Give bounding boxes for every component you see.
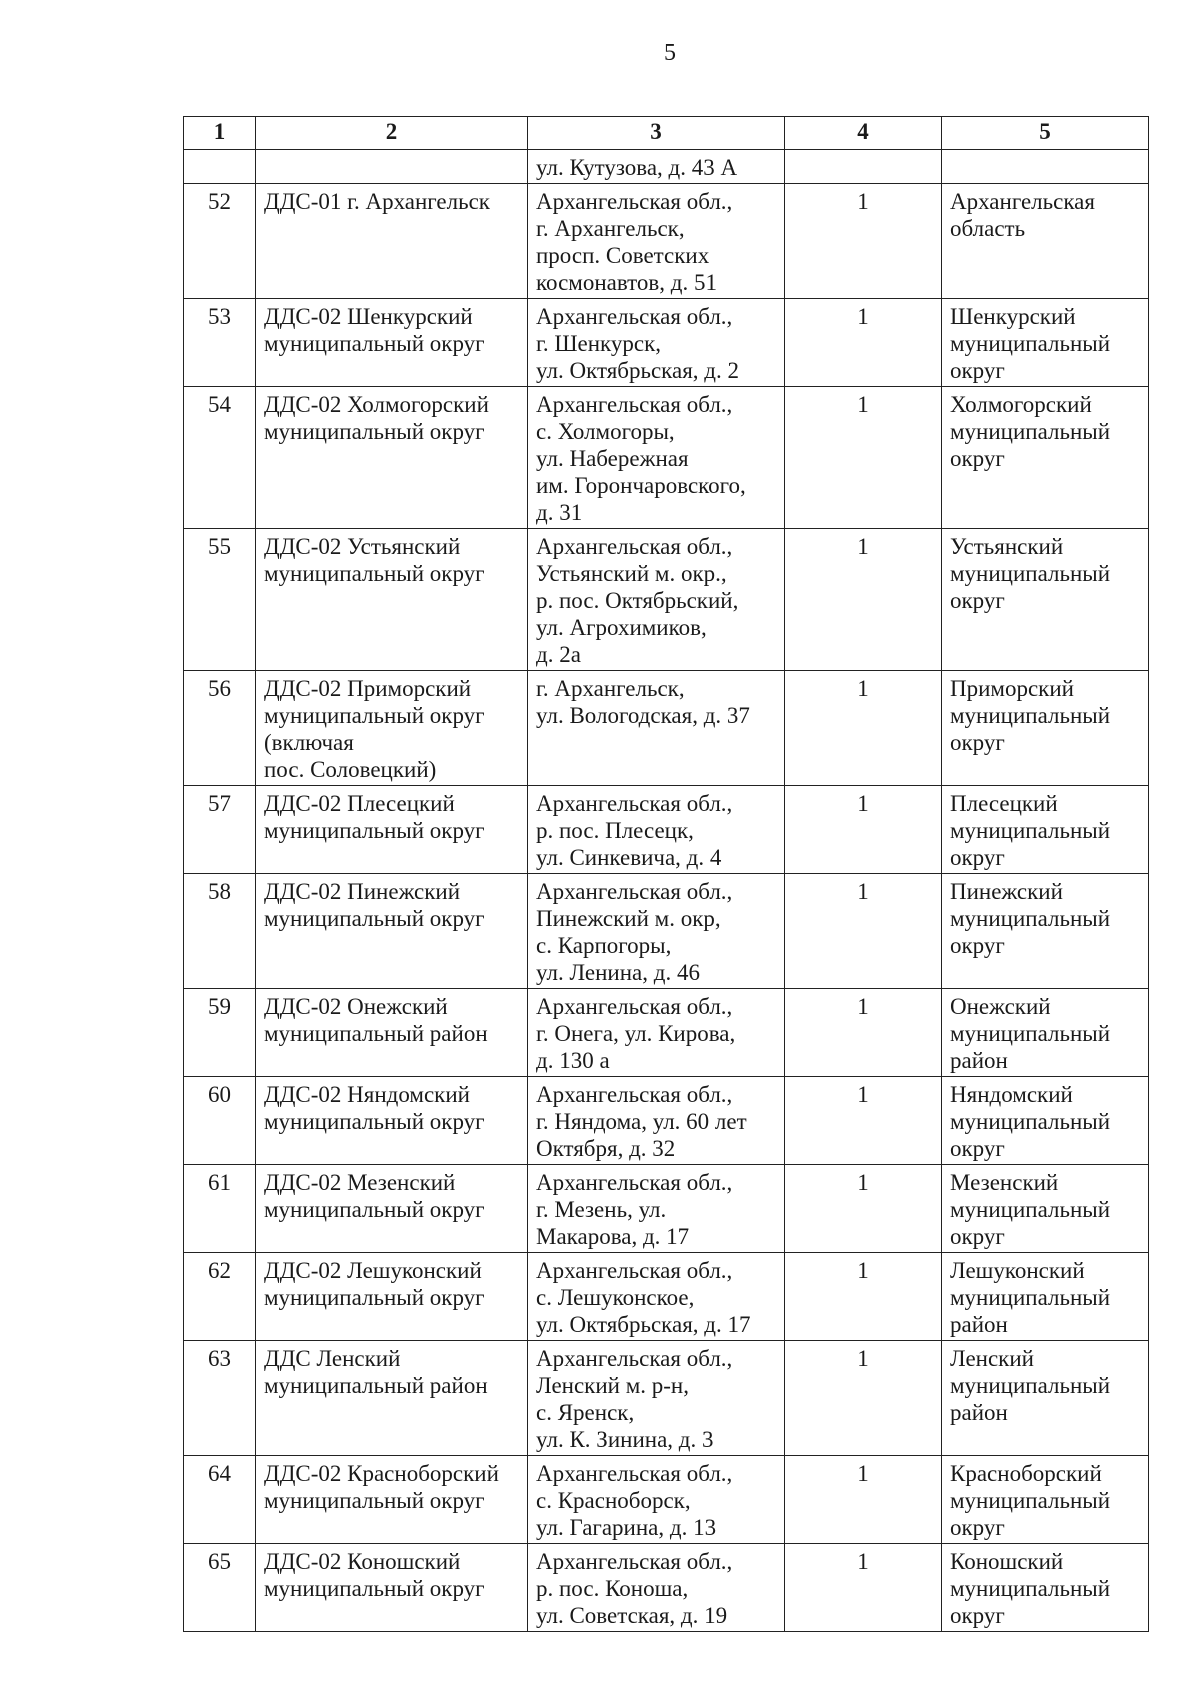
address-cell: Архангельская обл., г. Няндома, ул. 60 лет Октября, д. 32 [528, 1077, 785, 1165]
area-cell: Ленский муниципальный район [942, 1341, 1149, 1456]
table-header-row [184, 117, 1149, 150]
area-cell: Холмогорский муниципальный округ [942, 387, 1149, 529]
table-row [184, 299, 1149, 387]
address-cell: Архангельская обл., Ленский м. р-н, с. Яренск, ул. К. Зинина, д. 3 [528, 1341, 785, 1456]
name-cell: ДДС-02 Приморский муниципальный округ (включая пос. Соловецкий) [256, 671, 528, 786]
name-cell: ДДС Ленский муниципальный район [256, 1341, 528, 1456]
quantity-cell: 1 [785, 1077, 942, 1165]
quantity-cell: 1 [785, 1253, 942, 1341]
table-row [184, 786, 1149, 874]
area-cell: Плесецкий муниципальный округ [942, 786, 1149, 874]
area-cell: Пинежский муниципальный округ [942, 874, 1149, 989]
name-cell: ДДС-02 Шенкурский муниципальный округ [256, 299, 528, 387]
quantity-cell: 1 [785, 299, 942, 387]
quantity-cell: 1 [785, 671, 942, 786]
quantity-cell: 1 [785, 874, 942, 989]
area-cell: Красноборский муниципальный округ [942, 1456, 1149, 1544]
quantity-cell: 1 [785, 1165, 942, 1253]
data-table [183, 116, 1149, 1632]
name-cell: ДДС-02 Плесецкий муниципальный округ [256, 786, 528, 874]
table-row [184, 1341, 1149, 1456]
address-cell: Архангельская обл., с. Красноборск, ул. Гагарина, д. 13 [528, 1456, 785, 1544]
quantity-cell: 1 [785, 1341, 942, 1456]
quantity-cell: 1 [785, 184, 942, 299]
header-cell: 3 [528, 117, 785, 150]
quantity-cell: 1 [785, 387, 942, 529]
area-cell: Приморский муниципальный округ [942, 671, 1149, 786]
row-number-cell [184, 150, 256, 184]
quantity-cell: 1 [785, 786, 942, 874]
table-row [184, 184, 1149, 299]
row-number-cell: 55 [184, 529, 256, 671]
address-cell: Архангельская обл., г. Архангельск, просп. Советских космонавтов, д. 51 [528, 184, 785, 299]
row-number-cell: 59 [184, 989, 256, 1077]
name-cell: ДДС-02 Няндомский муниципальный округ [256, 1077, 528, 1165]
quantity-cell: 1 [785, 529, 942, 671]
area-cell: Коношский муниципальный округ [942, 1544, 1149, 1632]
quantity-cell: 1 [785, 989, 942, 1077]
address-cell: ул. Кутузова, д. 43 А [528, 150, 785, 184]
row-number-cell: 62 [184, 1253, 256, 1341]
table-row [184, 671, 1149, 786]
row-number-cell: 63 [184, 1341, 256, 1456]
area-cell: Архангельская область [942, 184, 1149, 299]
quantity-cell [785, 150, 942, 184]
row-number-cell: 58 [184, 874, 256, 989]
area-cell: Шенкурский муниципальный округ [942, 299, 1149, 387]
table-row [184, 1544, 1149, 1632]
address-cell: Архангельская обл., г. Шенкурск, ул. Октябрьская, д. 2 [528, 299, 785, 387]
name-cell: ДДС-02 Коношский муниципальный округ [256, 1544, 528, 1632]
header-cell: 2 [256, 117, 528, 150]
row-number-cell: 52 [184, 184, 256, 299]
table-row [184, 1456, 1149, 1544]
address-cell: г. Архангельск, ул. Вологодская, д. 37 [528, 671, 785, 786]
area-cell: Устьянский муниципальный округ [942, 529, 1149, 671]
row-number-cell: 53 [184, 299, 256, 387]
name-cell: ДДС-02 Пинежский муниципальный округ [256, 874, 528, 989]
table-row [184, 989, 1149, 1077]
address-cell: Архангельская обл., Устьянский м. окр., р. пос. Октябрьский, ул. Агрохимиков, д. 2а [528, 529, 785, 671]
address-cell: Архангельская обл., Пинежский м. окр, с. Карпогоры, ул. Ленина, д. 46 [528, 874, 785, 989]
table-row [184, 529, 1149, 671]
area-cell [942, 150, 1149, 184]
table-row [184, 387, 1149, 529]
name-cell: ДДС-01 г. Архангельск [256, 184, 528, 299]
name-cell: ДДС-02 Онежский муниципальный район [256, 989, 528, 1077]
quantity-cell: 1 [785, 1544, 942, 1632]
row-number-cell: 61 [184, 1165, 256, 1253]
address-cell: Архангельская обл., с. Холмогоры, ул. Набережная им. Горончаровского, д. 31 [528, 387, 785, 529]
address-cell: Архангельская обл., г. Мезень, ул. Макарова, д. 17 [528, 1165, 785, 1253]
address-cell: Архангельская обл., р. пос. Коноша, ул. Советская, д. 19 [528, 1544, 785, 1632]
page-number: 5 [664, 40, 676, 66]
row-number-cell: 57 [184, 786, 256, 874]
quantity-cell: 1 [785, 1456, 942, 1544]
table-row [184, 1253, 1149, 1341]
name-cell: ДДС-02 Мезенский муниципальный округ [256, 1165, 528, 1253]
row-number-cell: 54 [184, 387, 256, 529]
name-cell: ДДС-02 Лешуконский муниципальный округ [256, 1253, 528, 1341]
area-cell: Мезенский муниципальный округ [942, 1165, 1149, 1253]
name-cell: ДДС-02 Красноборский муниципальный округ [256, 1456, 528, 1544]
table-row [184, 874, 1149, 989]
row-number-cell: 64 [184, 1456, 256, 1544]
header-cell: 1 [184, 117, 256, 150]
table-body [184, 150, 1149, 1632]
area-cell: Лешуконский муниципальный район [942, 1253, 1149, 1341]
table-row [184, 1165, 1149, 1253]
area-cell: Онежский муниципальный район [942, 989, 1149, 1077]
header-cell: 4 [785, 117, 942, 150]
header-cell: 5 [942, 117, 1149, 150]
row-number-cell: 60 [184, 1077, 256, 1165]
name-cell: ДДС-02 Холмогорский муниципальный округ [256, 387, 528, 529]
table-row [184, 1077, 1149, 1165]
address-cell: Архангельская обл., с. Лешуконское, ул. Октябрьская, д. 17 [528, 1253, 785, 1341]
name-cell [256, 150, 528, 184]
row-number-cell: 65 [184, 1544, 256, 1632]
address-cell: Архангельская обл., р. пос. Плесецк, ул. Синкевича, д. 4 [528, 786, 785, 874]
row-number-cell: 56 [184, 671, 256, 786]
name-cell: ДДС-02 Устьянский муниципальный округ [256, 529, 528, 671]
area-cell: Няндомский муниципальный округ [942, 1077, 1149, 1165]
address-cell: Архангельская обл., г. Онега, ул. Кирова, д. 130 а [528, 989, 785, 1077]
table-row [184, 150, 1149, 184]
